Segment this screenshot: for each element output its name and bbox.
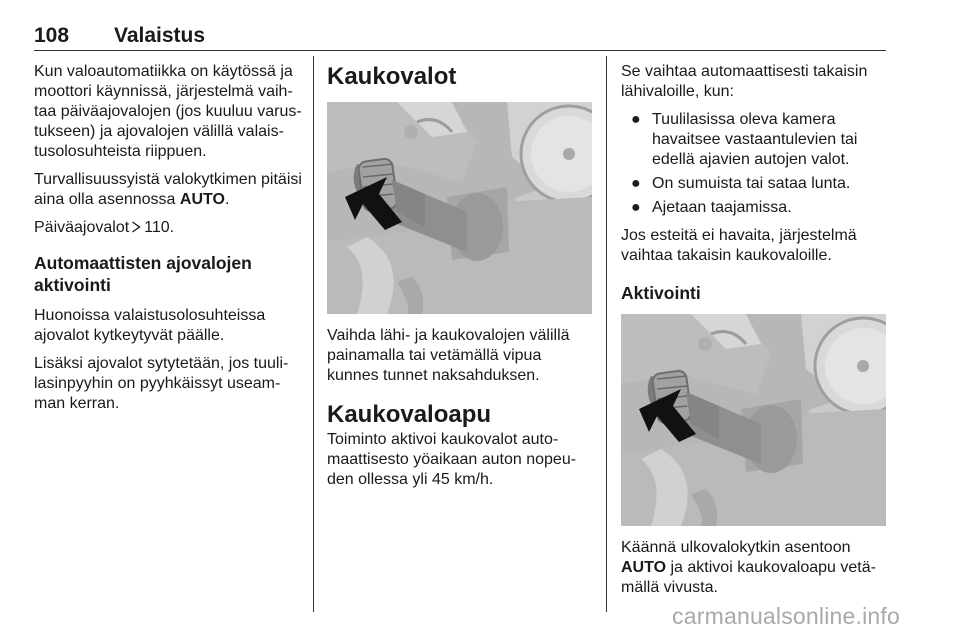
paragraph: Käännä ulkovalokytkin asentoon AUTO ja aktivoi kaukovaloapu vetämällä vivusta. <box>621 539 876 596</box>
list-item: ● Ajetaan taajamissa. <box>631 199 792 216</box>
section-heading: Kaukovaloapu <box>327 401 492 428</box>
list-item: ● On sumuista tai sataa lunta. <box>631 175 851 192</box>
section-heading: Kaukovalot <box>327 63 457 90</box>
paragraph: Toiminto aktivoi kaukovalot automaattisesto yöaikaan auton nopeuden ollessa yli 45 km/h. <box>327 431 577 488</box>
paragraph: Jos esteitä ei havaita, järjestelmä vaihtaa takaisin kaukovaloille. <box>621 227 857 264</box>
watermark: carmanualsonline.info <box>672 603 900 629</box>
auto-keyword: AUTO <box>179 191 225 208</box>
bullet-icon: ● <box>631 199 641 216</box>
auto-keyword: AUTO <box>621 559 667 576</box>
paragraph: Lisäksi ajovalot sytytetään, jos tuulilasinpyyhin on pyyhkäissyt useamman kerran. <box>34 355 289 412</box>
page-number: 108 <box>34 24 70 47</box>
middle-column <box>327 62 592 498</box>
bullet-icon: ● <box>631 111 641 128</box>
section-title: Valaistus <box>114 24 206 47</box>
bullet-icon: ● <box>631 175 641 192</box>
paragraph: Se vaihtaa automaattisesti takaisin lähivaloille, kun: <box>621 63 868 100</box>
subsection-heading: Automaattisten ajovalojen aktivointi <box>34 253 252 295</box>
right-column <box>621 62 886 606</box>
column-divider <box>606 56 607 612</box>
condition-list <box>621 110 886 218</box>
left-column <box>34 62 302 422</box>
column-divider <box>313 56 314 612</box>
subsection-heading: Aktivointi <box>621 283 701 303</box>
list-item: ● Tuulilasissa oleva kamera havaitsee vastaantulevien tai edellä ajavien autojen valot. <box>631 111 858 168</box>
paragraph: Turvallisuussyistä valokytkimen pitäisi aina olla asennossa AUTO. <box>34 171 302 208</box>
high-beam-lever-illustration <box>327 102 592 314</box>
cross-reference[interactable]: Päiväajovalot 110. <box>34 219 175 236</box>
page-reference-arrow-icon <box>131 221 141 233</box>
light-switch-auto-illustration <box>621 314 886 526</box>
page-header <box>34 24 886 51</box>
reference-page: 110. <box>144 219 175 236</box>
paragraph: Huonoissa valaistusolosuhteissa ajovalot kytkeytyvät päälle. <box>34 307 266 344</box>
paragraph: Kun valoautomatiikka on käytössä ja moottori käynnissä, järjestelmä vaihtaa päiväajovalojen (jos kuuluu varustukseen) ja ajovalojen välillä valaistusolosuhteista riippuen. <box>34 63 302 160</box>
paragraph: Vaihda lähi- ja kaukovalojen välillä painamalla tai vetämällä vipua kunnes tunnet naksahduksen. <box>327 327 570 384</box>
